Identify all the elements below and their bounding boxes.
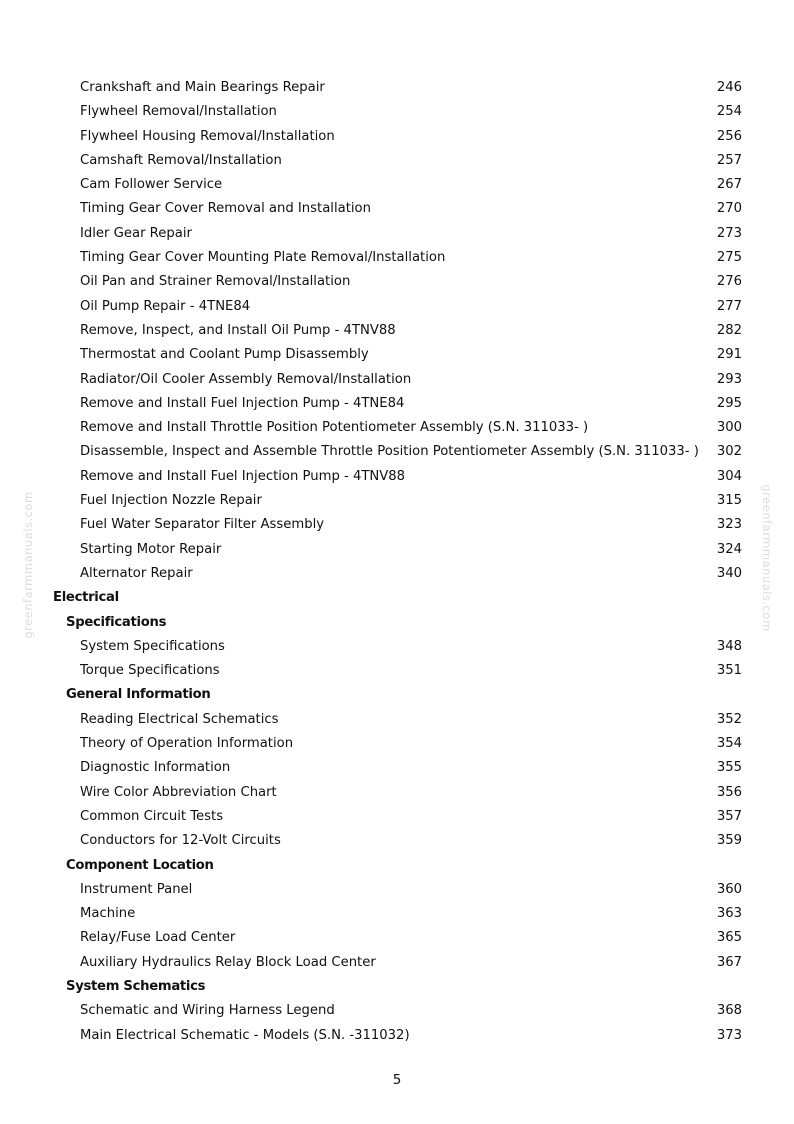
toc-entry-page: 356 <box>716 784 742 800</box>
toc-entry-page: 300 <box>716 420 742 436</box>
toc-section-heading <box>0 975 794 999</box>
toc-entry[interactable] <box>0 513 794 537</box>
toc-entry-title: Oil Pump Repair - 4TNE84 <box>80 298 251 314</box>
toc-entry-title: Remove and Install Fuel Injection Pump - 4TNE84 <box>80 395 405 411</box>
toc-entry-title: System Schematics <box>66 978 206 994</box>
toc-entry[interactable] <box>0 76 794 100</box>
toc-entry-title: Remove, Inspect, and Install Oil Pump - 4TNV88 <box>80 322 396 338</box>
toc-entry-page: 267 <box>716 177 742 193</box>
toc-entry-page: 295 <box>716 395 742 411</box>
toc-entry-page: 323 <box>716 517 742 533</box>
toc-entry-page: 340 <box>716 565 742 581</box>
toc-entry[interactable] <box>0 659 794 683</box>
toc-entry-page: 257 <box>716 152 742 168</box>
toc-entry-page: 367 <box>716 954 742 970</box>
toc-entry-title: Diagnostic Information <box>80 760 231 776</box>
toc-entry[interactable] <box>0 805 794 829</box>
toc-entry-title: Starting Motor Repair <box>80 541 222 557</box>
toc-section-heading <box>0 854 794 878</box>
toc-entry-page: 270 <box>716 201 742 217</box>
toc-entry-page: 363 <box>716 906 742 922</box>
toc-entry-page: 357 <box>716 808 742 824</box>
toc-entry-title: Auxiliary Hydraulics Relay Block Load Center <box>80 954 376 970</box>
toc-entry-title: Camshaft Removal/Installation <box>80 152 282 168</box>
toc-entry-page: 302 <box>716 444 742 460</box>
toc-entry-page: 315 <box>716 493 742 509</box>
toc-entry[interactable] <box>0 149 794 173</box>
toc-entry-title: Instrument Panel <box>80 881 193 897</box>
toc-entry-title: Flywheel Housing Removal/Installation <box>80 128 335 144</box>
toc-entry-page: 365 <box>716 930 742 946</box>
toc-entry-page: 352 <box>716 711 742 727</box>
toc-entry-page: 254 <box>716 104 742 120</box>
toc-entry[interactable] <box>0 416 794 440</box>
toc-entry[interactable] <box>0 197 794 221</box>
toc-entry-title: Main Electrical Schematic - Models (S.N. -311032) <box>80 1027 410 1043</box>
toc-entry-title: Oil Pan and Strainer Removal/Installation <box>80 274 351 290</box>
toc-entry[interactable] <box>0 781 794 805</box>
toc-entry-title: Wire Color Abbreviation Chart <box>80 784 277 800</box>
toc-entry-title: Remove and Install Fuel Injection Pump - 4TNV88 <box>80 468 406 484</box>
toc-entry-title: General Information <box>66 687 211 703</box>
toc-entry-page: 273 <box>716 225 742 241</box>
toc-entry[interactable] <box>0 392 794 416</box>
toc-entry[interactable] <box>0 756 794 780</box>
toc-entry-title: Machine <box>80 906 136 922</box>
toc-section-heading <box>0 683 794 707</box>
toc-entry-page: 277 <box>716 298 742 314</box>
toc-entry-title: Schematic and Wiring Harness Legend <box>80 1003 335 1019</box>
toc-entry-title: Idler Gear Repair <box>80 225 192 241</box>
toc-entry[interactable] <box>0 902 794 926</box>
watermark-left: greenfarmmanuals.com <box>21 491 35 639</box>
watermark-right: greenfarmmanuals.com <box>760 484 774 632</box>
toc-entry-page: 304 <box>716 468 742 484</box>
toc-entry-title: System Specifications <box>80 638 225 654</box>
toc-entry-page: 354 <box>716 736 742 752</box>
table-of-contents <box>0 76 794 1048</box>
toc-entry-title: Component Location <box>66 857 214 873</box>
toc-entry[interactable] <box>0 319 794 343</box>
toc-entry-page: 291 <box>716 347 742 363</box>
toc-entry-title: Electrical <box>53 590 119 606</box>
toc-entry-title: Remove and Install Throttle Position Potentiometer Assembly (S.N. 311033- ) <box>80 420 589 436</box>
toc-entry-title: Timing Gear Cover Mounting Plate Removal/Installation <box>80 250 446 266</box>
toc-entry-page: 373 <box>716 1027 742 1043</box>
toc-entry-page: 282 <box>716 322 742 338</box>
toc-entry[interactable] <box>0 878 794 902</box>
toc-entry-page: 275 <box>716 250 742 266</box>
toc-section-heading <box>0 611 794 635</box>
toc-entry[interactable] <box>0 173 794 197</box>
toc-entry-title: Thermostat and Coolant Pump Disassembly <box>80 347 369 363</box>
toc-entry-page: 368 <box>716 1003 742 1019</box>
toc-entry-page: 351 <box>716 663 742 679</box>
toc-entry-title: Common Circuit Tests <box>80 808 224 824</box>
toc-entry[interactable] <box>0 440 794 464</box>
toc-entry-page: 360 <box>716 881 742 897</box>
toc-entry[interactable] <box>0 222 794 246</box>
toc-entry-title: Cam Follower Service <box>80 177 223 193</box>
toc-entry-title: Disassemble, Inspect and Assemble Throttle Position Potentiometer Assembly (S.N. 311033- ) <box>80 444 699 460</box>
toc-entry[interactable] <box>0 368 794 392</box>
toc-entry-title: Specifications <box>66 614 167 630</box>
toc-entry[interactable] <box>0 489 794 513</box>
toc-entry[interactable] <box>0 295 794 319</box>
toc-entry[interactable] <box>0 100 794 124</box>
toc-entry-title: Radiator/Oil Cooler Assembly Removal/Installation <box>80 371 412 387</box>
toc-entry[interactable] <box>0 538 794 562</box>
toc-entry-title: Theory of Operation Information <box>80 736 294 752</box>
toc-entry[interactable] <box>0 951 794 975</box>
toc-entry-page: 348 <box>716 638 742 654</box>
toc-entry-title: Relay/Fuse Load Center <box>80 930 236 946</box>
toc-entry-page: 256 <box>716 128 742 144</box>
toc-entry[interactable] <box>0 270 794 294</box>
toc-entry-title: Timing Gear Cover Removal and Installation <box>80 201 371 217</box>
toc-entry[interactable] <box>0 246 794 270</box>
toc-entry-title: Crankshaft and Main Bearings Repair <box>80 80 325 95</box>
toc-entry[interactable] <box>0 562 794 586</box>
toc-entry-title: Torque Specifications <box>80 663 220 679</box>
toc-section-heading <box>0 586 794 610</box>
toc-entry-page: 324 <box>716 541 742 557</box>
toc-entry-title: Fuel Water Separator Filter Assembly <box>80 517 325 533</box>
toc-entry-page: 293 <box>716 371 742 387</box>
toc-entry[interactable] <box>0 732 794 756</box>
toc-entry-page: 359 <box>716 833 742 849</box>
toc-entry[interactable] <box>0 1024 794 1048</box>
toc-entry-page: 246 <box>716 80 742 95</box>
toc-entry[interactable] <box>0 829 794 853</box>
toc-entry[interactable] <box>0 343 794 367</box>
toc-entry[interactable] <box>0 125 794 149</box>
toc-entry-page: 355 <box>716 760 742 776</box>
toc-entry-title: Alternator Repair <box>80 565 193 581</box>
toc-entry-title: Conductors for 12-Volt Circuits <box>80 833 281 849</box>
toc-entry[interactable] <box>0 999 794 1023</box>
toc-entry-page: 276 <box>716 274 742 290</box>
toc-entry-title: Flywheel Removal/Installation <box>80 104 277 120</box>
toc-entry[interactable] <box>0 465 794 489</box>
page-number: 5 <box>392 1072 402 1088</box>
toc-entry-title: Reading Electrical Schematics <box>80 711 279 727</box>
toc-entry-title: Fuel Injection Nozzle Repair <box>80 493 262 509</box>
toc-entry[interactable] <box>0 708 794 732</box>
toc-entry[interactable] <box>0 926 794 950</box>
toc-entry[interactable] <box>0 635 794 659</box>
